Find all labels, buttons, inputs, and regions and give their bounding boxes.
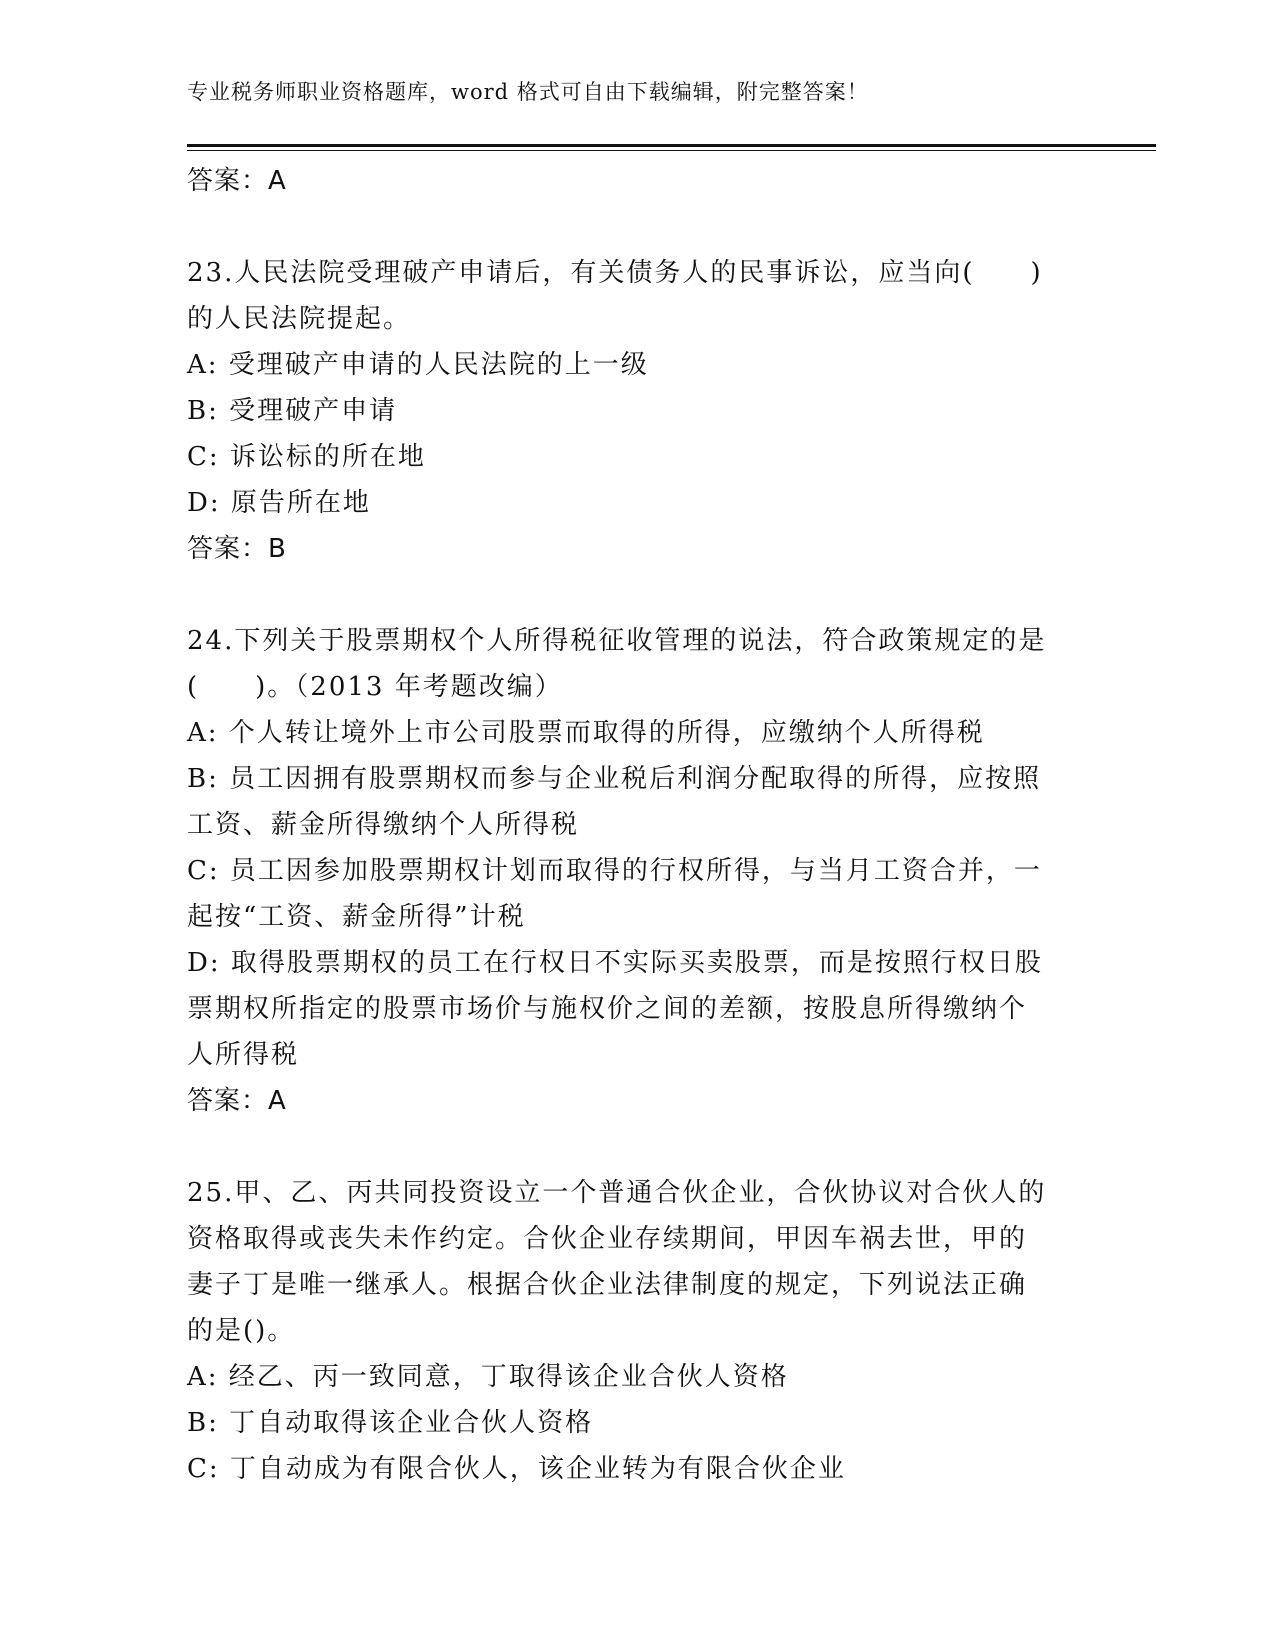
option-c: C: 诉讼标的所在地 [187,442,426,472]
option-d: D: 原告所在地 [187,488,371,518]
option-b: B: 员工因拥有股票期权而参与企业税后利润分配取得的所得，应按照 [187,764,1042,794]
question-stem: 23.人民法院受理破产申请后，有关债务人的民事诉讼，应当向( ) [187,258,1043,288]
question-23 [187,250,1077,572]
spacer [187,1124,1077,1170]
option-a: A: 受理破产申请的人民法院的上一级 [187,350,649,380]
question-content [187,158,1077,1492]
question-stem: 的是()。 [187,1316,296,1346]
option-d-cont: 人所得税 [187,1040,300,1070]
option-c: C: 员工因参加股票期权计划而取得的行权所得，与当月工资合并，一 [187,856,1042,886]
option-b: B: 丁自动取得该企业合伙人资格 [187,1408,594,1438]
answer: 答案：B [187,534,287,564]
option-b: B: 受理破产申请 [187,396,398,426]
question-25 [187,1170,1077,1492]
spacer [187,572,1077,618]
option-d-cont: 票期权所指定的股票市场价与施权价之间的差额，按股息所得缴纳个 [187,994,1028,1024]
question-stem: 24.下列关于股票期权个人所得税征收管理的说法，符合政策规定的是 [187,626,1047,656]
question-stem: 的人民法院提起。 [187,304,412,334]
option-a: A: 个人转让境外上市公司股票而取得的所得，应缴纳个人所得税 [187,718,985,748]
option-c-cont: 起按“工资、薪金所得”计税 [187,902,526,932]
question-24 [187,618,1077,1124]
previous-answer: 答案：A [187,166,287,196]
header-rule-thick [187,144,1156,147]
question-stem: 25.甲、乙、丙共同投资设立一个普通合伙企业，合伙协议对合伙人的 [187,1178,1047,1208]
option-a: A: 经乙、丙一致同意，丁取得该企业合伙人资格 [187,1362,789,1392]
question-stem: ( )。（2013 年考题改编） [187,672,563,702]
header-rule-thin [187,150,1156,151]
page-header: 专业税务师职业资格题库，word 格式可自由下载编辑，附完整答案！ [187,80,869,104]
option-b-cont: 工资、薪金所得缴纳个人所得税 [187,810,580,840]
question-stem: 妻子丁是唯一继承人。根据合伙企业法律制度的规定，下列说法正确 [187,1270,1028,1300]
question-stem: 资格取得或丧失未作约定。合伙企业存续期间，甲因车祸去世，甲的 [187,1224,1028,1254]
option-d: D: 取得股票期权的员工在行权日不实际买卖股票，而是按照行权日股 [187,948,1043,978]
option-c: C: 丁自动成为有限合伙人，该企业转为有限合伙企业 [187,1454,846,1484]
answer: 答案：A [187,1086,287,1116]
spacer [187,204,1077,250]
